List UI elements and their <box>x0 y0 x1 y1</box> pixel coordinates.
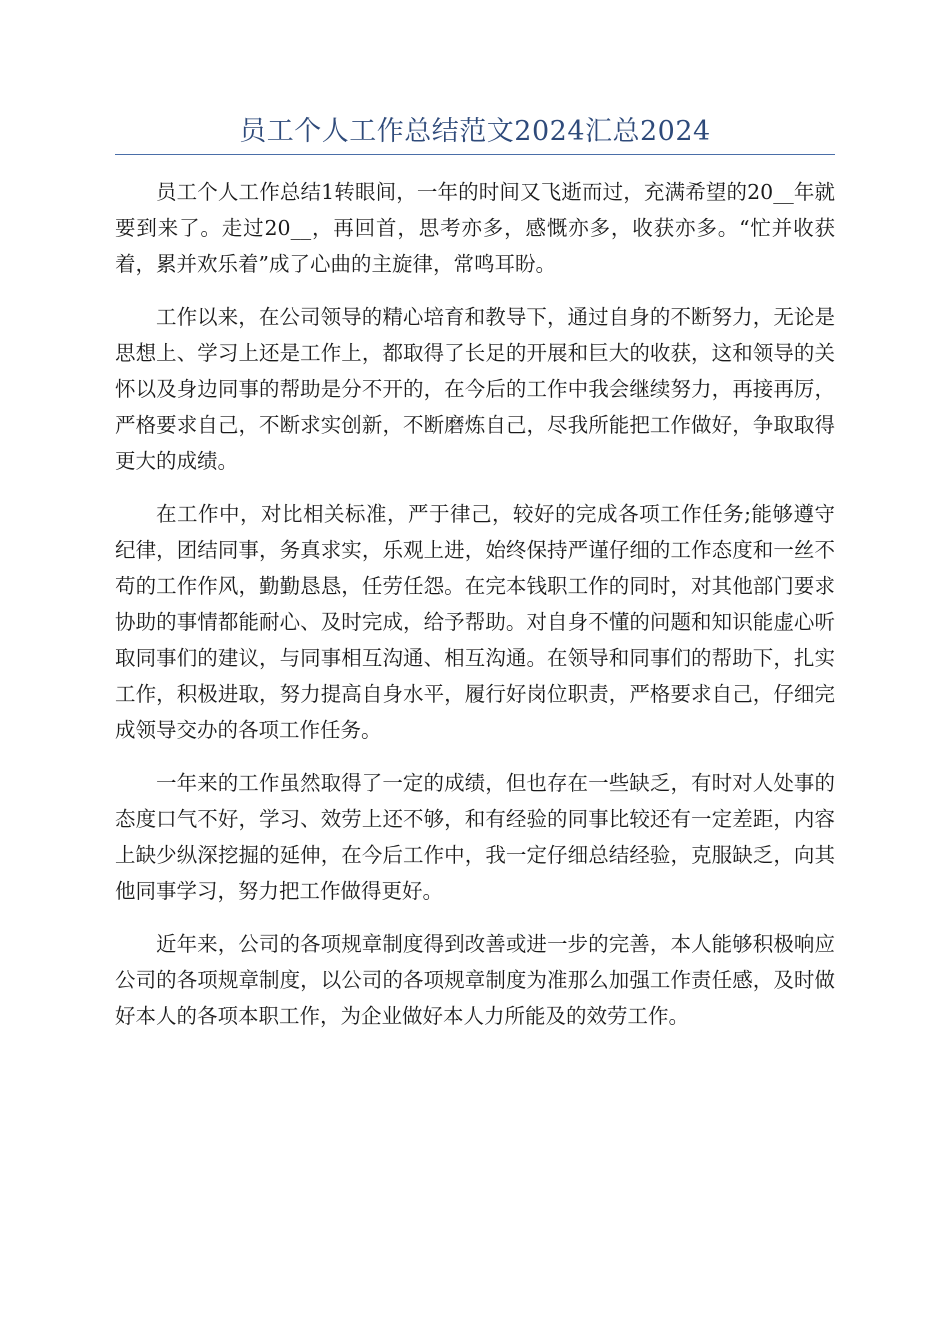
paragraph-1: 员工个人工作总结1转眼间，一年的时间又飞逝而过，充满希望的20__年就要到来了。走过20__，再回首，思考亦多，感慨亦多，收获亦多。“忙并收获着，累并欢乐着”成了心曲的主旋律，常鸣耳盼。 <box>115 180 835 276</box>
document-title: 员工个人工作总结范文2024汇总2024 <box>239 116 711 147</box>
document-body <box>115 174 835 1051</box>
paragraph-5: 近年来，公司的各项规章制度得到改善或进一步的完善，本人能够积极响应公司的各项规章制度，以公司的各项规章制度为准那么加强工作责任感，及时做好本人的各项本职工作，为企业做好本人力所能及的效劳工作。 <box>115 932 835 1028</box>
paragraph-4: 一年来的工作虽然取得了一定的成绩，但也存在一些缺乏，有时对人处事的态度口气不好，学习、效劳上还不够，和有经验的同事比较还有一定差距，内容上缺少纵深挖掘的延伸，在今后工作中，我一定仔细总结经验，克服缺乏，向其他同事学习，努力把工作做得更好。 <box>115 771 835 903</box>
paragraph-3: 在工作中，对比相关标准，严于律己，较好的完成各项工作任务;能够遵守纪律，团结同事，务真求实，乐观上进，始终保持严谨仔细的工作态度和一丝不苟的工作作风，勤勤恳恳，任劳任怨。在完本钱职工作的同时，对其他部门要求协助的事情都能耐心、及时完成，给予帮助。对自身不懂的问题和知识能虚心听取同事们的建议，与同事相互沟通、相互沟通。在领导和同事们的帮助下，扎实工作，积极进取，努力提高自身水平，履行好岗位职责，严格要求自己，仔细完成领导交办的各项工作任务。 <box>115 502 835 742</box>
title-underline <box>115 154 835 155</box>
paragraph-2: 工作以来，在公司领导的精心培育和教导下，通过自身的不断努力，无论是思想上、学习上还是工作上，都取得了长足的开展和巨大的收获，这和领导的关怀以及身边同事的帮助是分不开的，在今后的工作中我会继续努力，再接再厉，严格要求自己，不断求实创新，不断磨炼自己，尽我所能把工作做好，争取取得更大的成绩。 <box>115 305 835 473</box>
